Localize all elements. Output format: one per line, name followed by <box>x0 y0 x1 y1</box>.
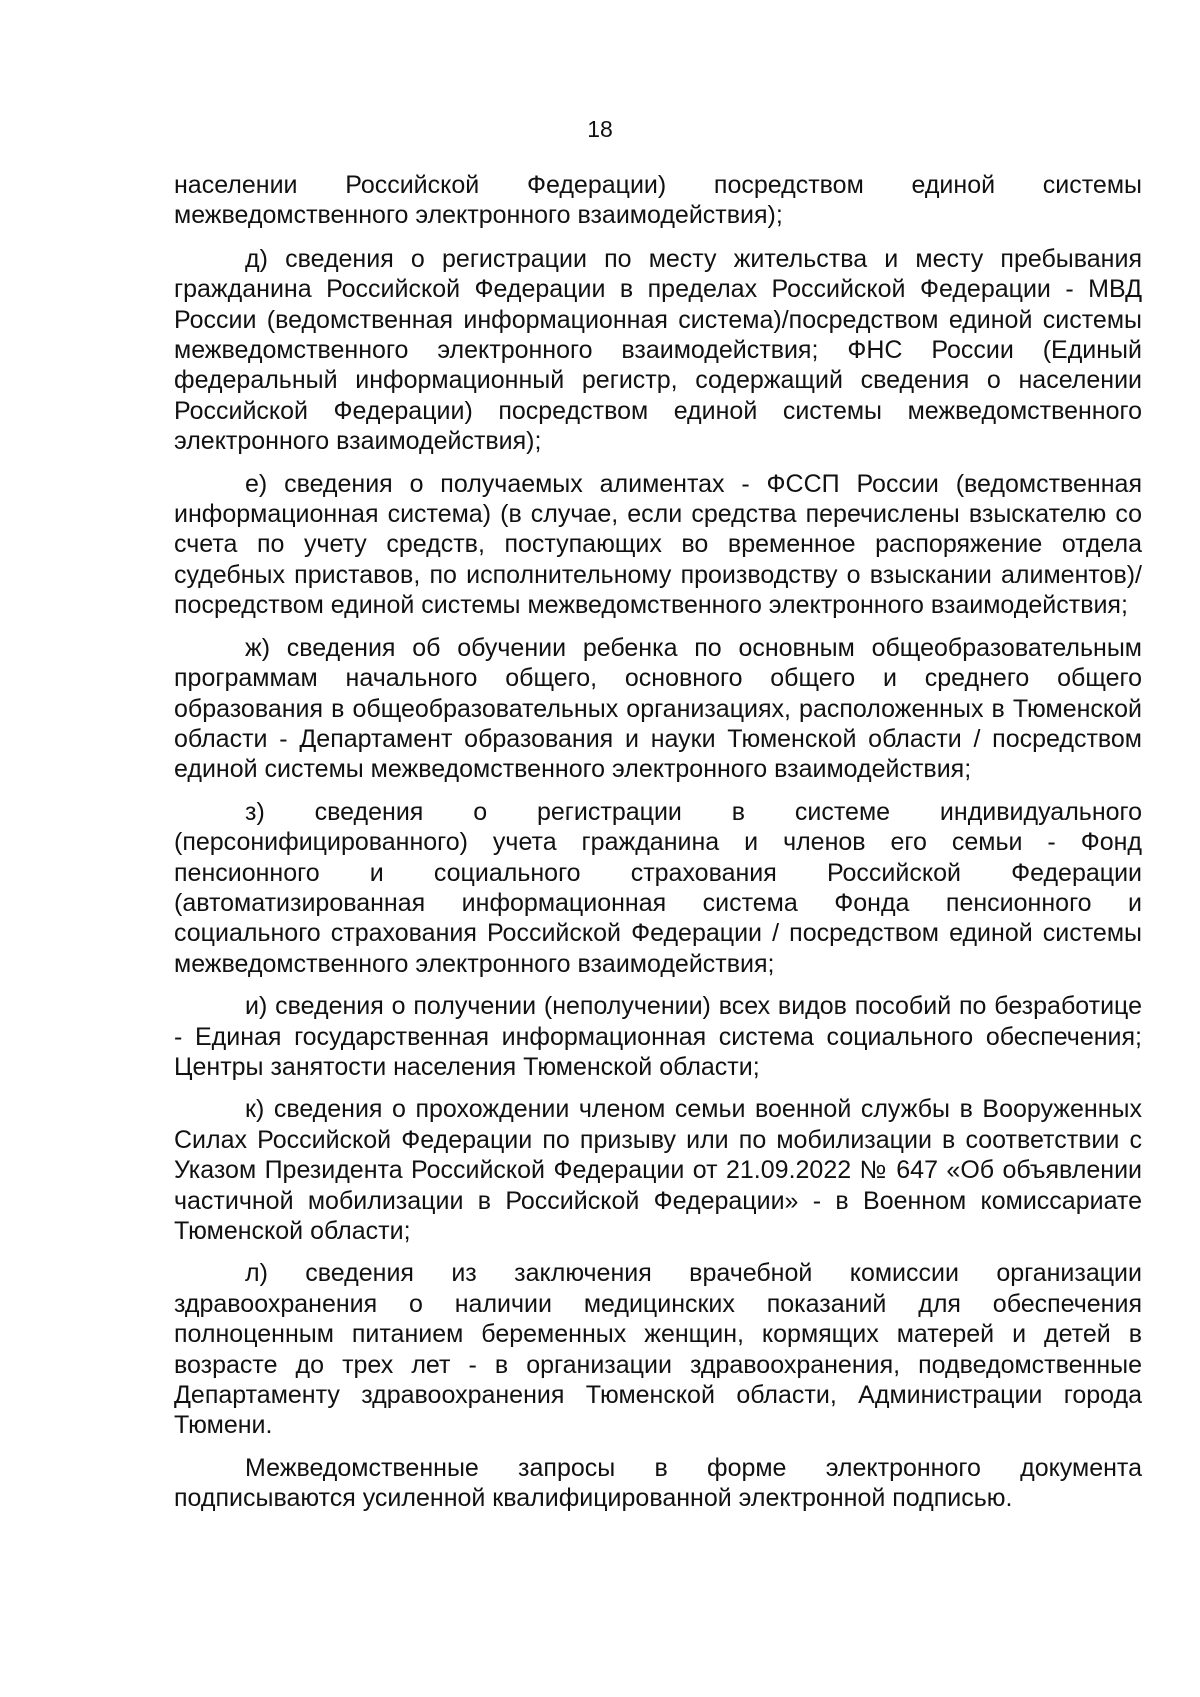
paragraph-item-zh: ж) сведения об обучении ребенка по основным общеобразовательным программам начального общего, основного общего и среднего общего образования в общеобразовательных организациях, расположенных в Тюменской области - Департамент образования и науки Тюменской области / посредством единой системы межведомственного электронного взаимодействия; <box>174 633 1142 784</box>
paragraph-item-l: л) сведения из заключения врачебной комиссии организации здравоохранения о наличии медицинских показаний для обеспечения полноценным питанием беременных женщин, кормящих матерей и детей в возрасте до трех лет - в организации здравоохранения, подведомственные Департаменту здравоохранения Тюменской области, Администрации города Тюмени. <box>174 1259 1142 1440</box>
paragraph-item-e: е) сведения о получаемых алиментах - ФССП России (ведомственная информационная система) (в случае, если средства перечислены взыскателю со счета по учету средств, поступающих во временное распоряжение отдела судебных приставов, по исполнительному производству о взыскании алиментов)/посредством единой системы межведомственного электронного взаимодействия; <box>174 469 1142 620</box>
document-body <box>174 170 1142 1526</box>
paragraph-item-z: з) сведения о регистрации в системе индивидуального (персонифицированного) учета гражданина и членов его семьи - Фонд пенсионного и социального страхования Российской Федерации (автоматизированная информационная система Фонда пенсионного и социального страхования Российской Федерации / посредством единой системы межведомственного электронного взаимодействия; <box>174 797 1142 978</box>
paragraph-item-d: д) сведения о регистрации по месту жительства и месту пребывания гражданина Российской Федерации в пределах Российской Федерации - МВД России (ведомственная информационная система)/посредством единой системы межведомственного электронного взаимодействия; ФНС России (Единый федеральный информационный регистр, содержащий сведения о населении Российской Федерации) посредством единой системы межведомственного электронного взаимодействия); <box>174 244 1142 456</box>
paragraph-item-k: к) сведения о прохождении членом семьи военной службы в Вооруженных Силах Российской Федерации по призыву или по мобилизации в соответствии с Указом Президента Российской Федерации от 21.09.2022 № 647 «Об объявлении частичной мобилизации в Российской Федерации» - в Военном комиссариате Тюменской области; <box>174 1095 1142 1245</box>
page-number: 18 <box>587 116 613 142</box>
paragraph-signature-note: Межведомственные запросы в форме электронного документа подписываются усиленной квалифицированной электронной подписью. <box>174 1453 1142 1513</box>
paragraph-continuation: населении Российской Федерации) посредством единой системы межведомственного электронного взаимодействия); <box>174 171 1142 230</box>
paragraph-item-i: и) сведения о получении (неполучении) всех видов пособий по безработице - Единая государственная информационная система социального обеспечения; Центры занятости населения Тюменской области; <box>174 992 1142 1081</box>
